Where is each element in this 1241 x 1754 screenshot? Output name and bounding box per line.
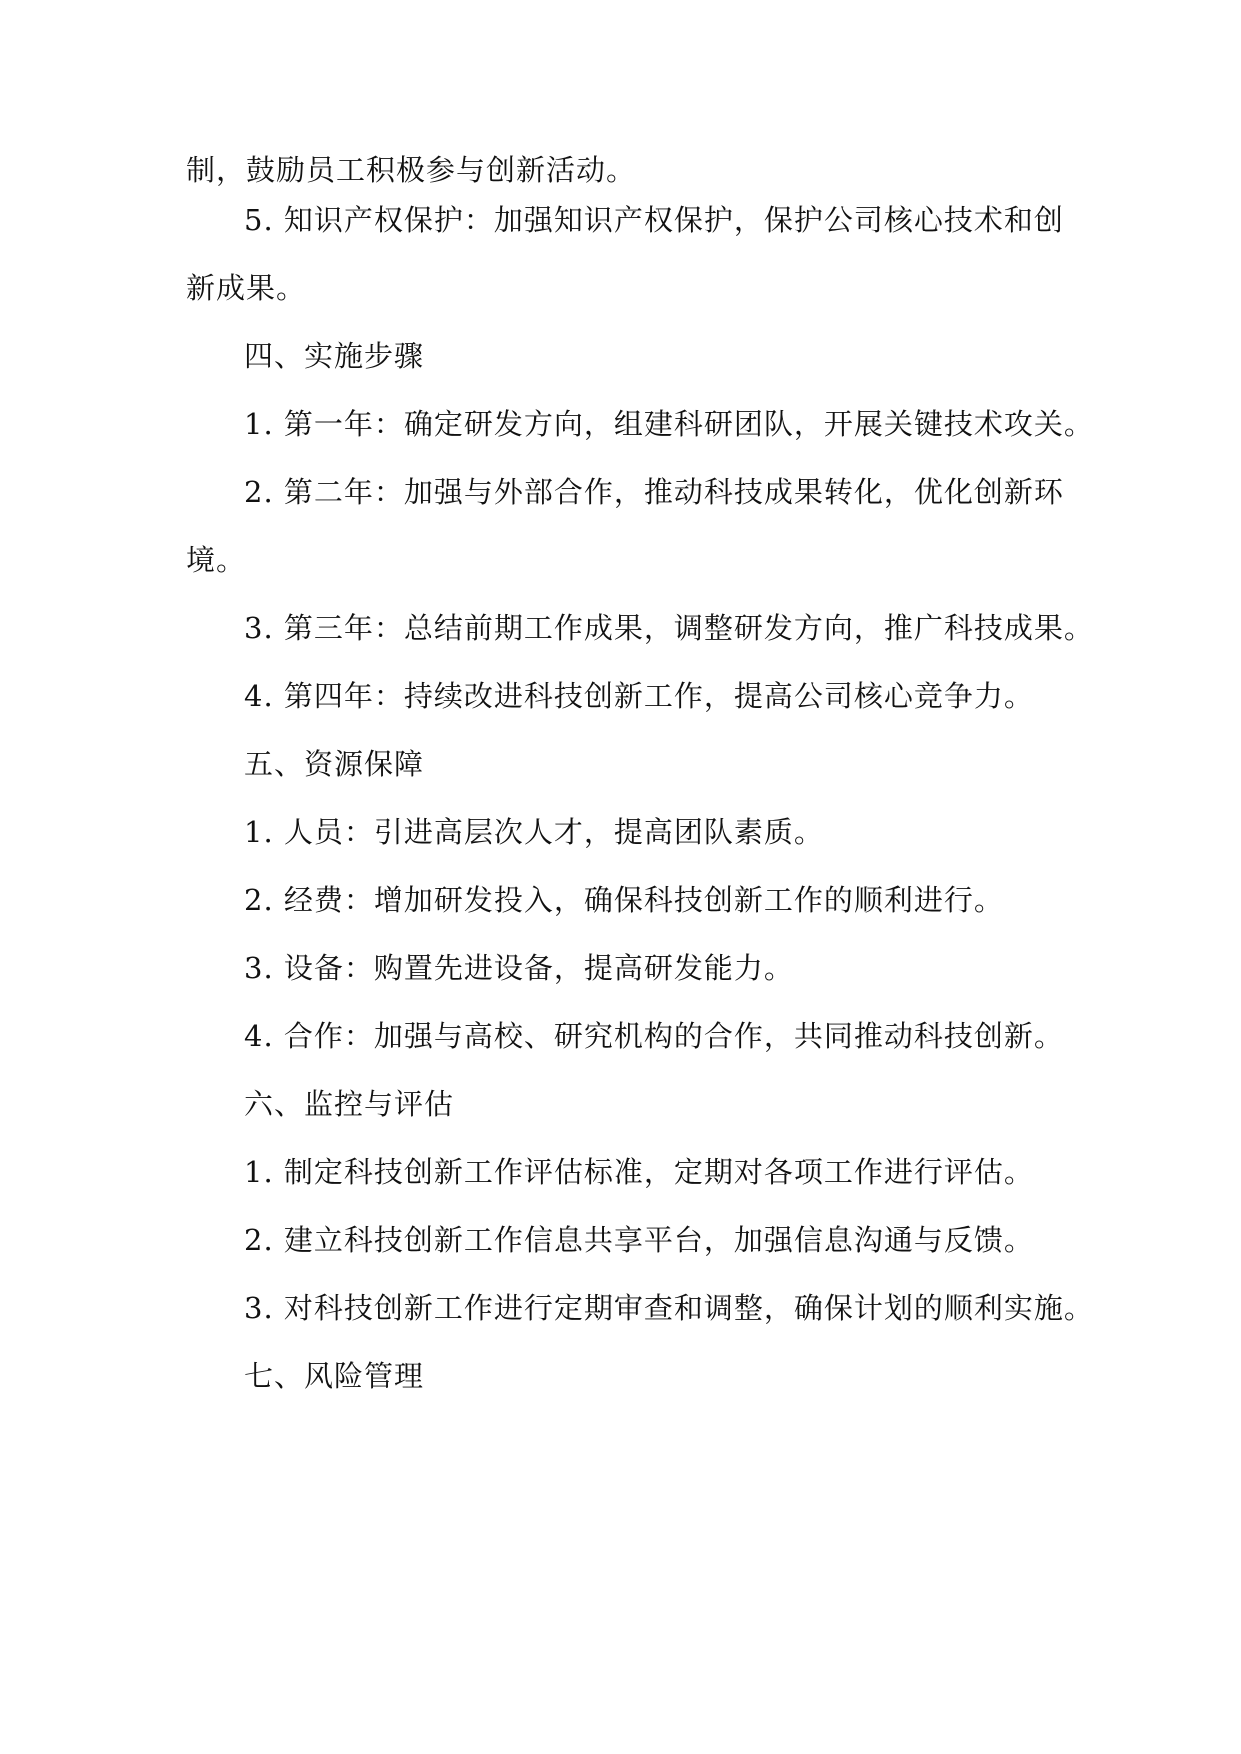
list-item: 4. 合作：加强与高校、研究机构的合作，共同推动科技创新。 (244, 1019, 1064, 1053)
section-heading: 七、风险管理 (244, 1359, 425, 1393)
list-item: 2. 第二年：加强与外部合作，推动科技成果转化，优化创新环 (244, 475, 1064, 509)
list-item: 1. 制定科技创新工作评估标准，定期对各项工作进行评估。 (244, 1155, 1034, 1189)
section-heading: 六、监控与评估 (244, 1087, 455, 1121)
list-item: 5. 知识产权保护：加强知识产权保护，保护公司核心技术和创 (244, 203, 1064, 237)
list-item: 2. 经费：增加研发投入，确保科技创新工作的顺利进行。 (244, 883, 1004, 917)
list-item: 1. 第一年：确定研发方向，组建科研团队，开展关键技术攻关。 (244, 407, 1094, 441)
list-item: 2. 建立科技创新工作信息共享平台，加强信息沟通与反馈。 (244, 1223, 1034, 1257)
list-item: 3. 设备：购置先进设备，提高研发能力。 (244, 951, 794, 985)
section-heading: 四、实施步骤 (244, 339, 425, 373)
list-item: 3. 对科技创新工作进行定期审查和调整，确保计划的顺利实施。 (244, 1291, 1094, 1325)
section-heading: 五、资源保障 (244, 747, 425, 781)
paragraph-continuation: 新成果。 (186, 271, 307, 305)
list-item: 3. 第三年：总结前期工作成果，调整研发方向，推广科技成果。 (244, 611, 1094, 645)
paragraph-continuation: 境。 (186, 543, 247, 577)
list-item: 4. 第四年：持续改进科技创新工作，提高公司核心竞争力。 (244, 679, 1034, 713)
paragraph-continuation: 制，鼓励员工积极参与创新活动。 (186, 153, 637, 187)
list-item: 1. 人员：引进高层次人才，提高团队素质。 (244, 815, 824, 849)
